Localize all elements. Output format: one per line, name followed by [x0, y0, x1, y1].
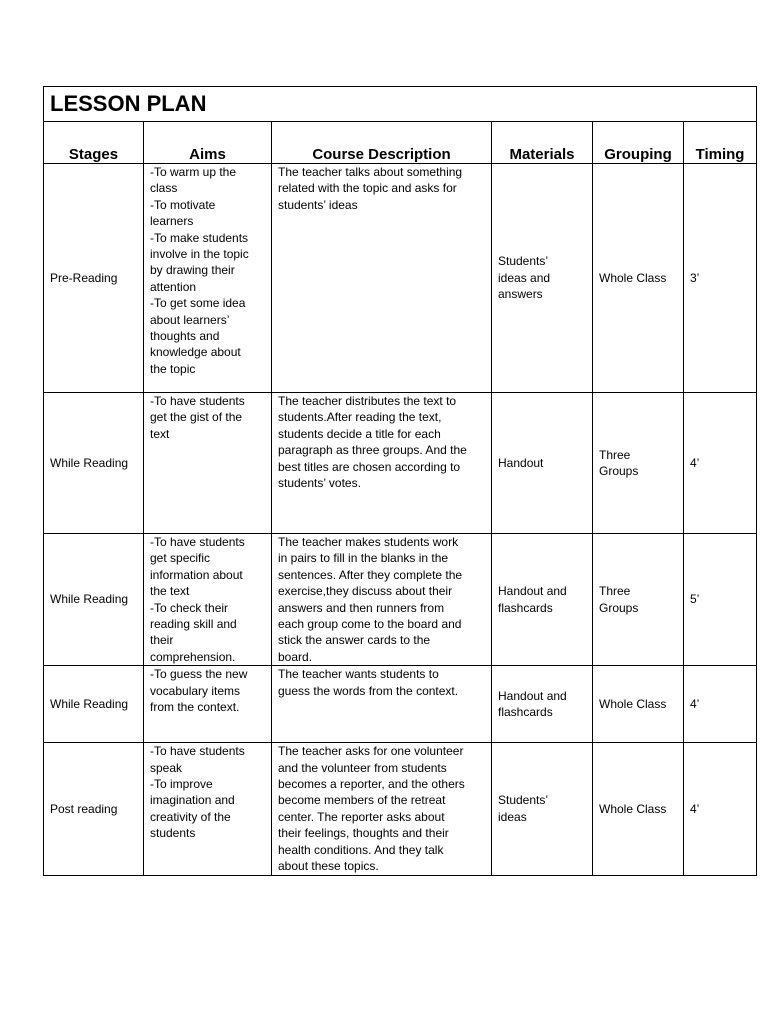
description-cell-line: about these topics. — [278, 859, 379, 874]
aims-cell — [144, 666, 272, 743]
materials-cell-line: Students’ — [498, 793, 549, 808]
description-cell-line: become members of the retreat — [278, 793, 446, 808]
header-grouping: Grouping — [593, 122, 684, 164]
stage-cell: While Reading — [44, 534, 144, 666]
aims-cell — [144, 534, 272, 666]
grouping-cell-line: Whole Class — [599, 697, 667, 712]
description-cell-line: board. — [278, 649, 313, 664]
header-row — [44, 122, 757, 164]
aims-cell-line: -To motivate — [150, 197, 216, 212]
aims-cell-line: -To have students — [150, 744, 245, 759]
description-cell-line: guess the words from the context. — [278, 683, 459, 698]
description-cell-line: sentences. After they complete the — [278, 567, 463, 582]
aims-cell-line: thoughts and — [150, 329, 220, 344]
description-cell-line: center. The reporter asks about — [278, 809, 445, 824]
grouping-cell-line: Groups — [599, 600, 639, 615]
table-row — [44, 743, 757, 875]
aims-cell-line: -To make students — [150, 230, 249, 245]
timing-cell: 4’ — [684, 393, 757, 534]
timing-cell: 5’ — [684, 534, 757, 666]
description-cell-line: students.After reading the text, — [278, 410, 442, 425]
aims-cell-line: get the gist of the — [150, 410, 243, 425]
aims-cell-line: knowledge about — [150, 345, 241, 360]
grouping-cell — [593, 743, 684, 875]
grouping-cell — [593, 534, 684, 666]
table-row — [44, 666, 757, 743]
lesson-plan-title: LESSON PLAN — [44, 87, 757, 122]
materials-cell-line: flashcards — [498, 600, 553, 615]
aims-cell-line: vocabulary items — [150, 683, 241, 698]
stage-cell: While Reading — [44, 666, 144, 743]
materials-cell-line: flashcards — [498, 705, 553, 720]
timing-cell: 4’ — [684, 743, 757, 875]
aims-cell-line: the topic — [150, 361, 196, 376]
materials-cell — [492, 393, 593, 534]
aims-cell-line: students — [150, 826, 196, 841]
aims-cell-line: by drawing their — [150, 263, 235, 278]
lesson-plan-sheet — [43, 86, 756, 872]
aims-cell-line: text — [150, 426, 170, 441]
aims-cell — [144, 743, 272, 875]
description-cell-line: their feelings, thoughts and their — [278, 826, 449, 841]
aims-cell-line: reading skill and — [150, 617, 237, 632]
description-cell-line: students’ votes. — [278, 476, 361, 491]
header-stages: Stages — [44, 122, 144, 164]
aims-cell-line: information about — [150, 567, 243, 582]
description-cell-line: The teacher wants students to — [278, 667, 439, 682]
aims-cell-line: their — [150, 633, 174, 648]
description-cell-line: each group come to the board and — [278, 617, 462, 632]
materials-cell — [492, 164, 593, 393]
grouping-cell-line: Whole Class — [599, 270, 667, 285]
header-aims: Aims — [144, 122, 272, 164]
aims-cell — [144, 393, 272, 534]
timing-cell: 3’ — [684, 164, 757, 393]
aims-cell-line: -To check their — [150, 600, 229, 615]
description-cell-line: students decide a title for each — [278, 426, 441, 441]
aims-cell-line: -To warm up the — [150, 165, 237, 179]
materials-cell-line: answers — [498, 287, 543, 302]
table-row — [44, 393, 757, 534]
aims-cell-line: creativity of the — [150, 809, 231, 824]
stage-cell: Pre-Reading — [44, 164, 144, 393]
header-timing: Timing — [684, 122, 757, 164]
grouping-cell — [593, 164, 684, 393]
description-cell-line: related with the topic and asks for — [278, 181, 457, 196]
description-cell-line: stick the answer cards to the — [278, 633, 431, 648]
description-cell-line: paragraph as three groups. And the — [278, 443, 467, 458]
materials-cell — [492, 534, 593, 666]
aims-cell-line: comprehension. — [150, 649, 236, 664]
title-row — [44, 87, 757, 122]
description-cell-line: The teacher talks about something — [278, 165, 463, 179]
header-materials: Materials — [492, 122, 593, 164]
description-cell-line: and the volunteer from students — [278, 760, 447, 775]
materials-cell — [492, 666, 593, 743]
aims-cell-line: about learners’ — [150, 312, 230, 327]
description-cell-line: The teacher makes students work — [278, 535, 459, 549]
header-course-description: Course Description — [272, 122, 492, 164]
aims-cell — [144, 164, 272, 393]
description-cell-line: health conditions. And they talk — [278, 842, 444, 857]
materials-cell-line: Students’ — [498, 254, 549, 269]
aims-cell-line: -To have students — [150, 535, 245, 549]
stage-cell: Post reading — [44, 743, 144, 875]
aims-cell-line: -To improve — [150, 777, 213, 792]
aims-cell-line: class — [150, 181, 178, 196]
grouping-cell — [593, 666, 684, 743]
table-row — [44, 534, 757, 666]
description-cell-line: students’ ideas — [278, 197, 358, 212]
timing-cell: 4’ — [684, 666, 757, 743]
aims-cell-line: get specific — [150, 551, 211, 566]
description-cell — [272, 666, 492, 743]
description-cell — [272, 743, 492, 875]
materials-cell-line: Handout and — [498, 688, 567, 703]
description-cell-line: The teacher asks for one volunteer — [278, 744, 464, 759]
aims-cell-line: attention — [150, 279, 197, 294]
description-cell-line: exercise,they discuss about their — [278, 584, 453, 599]
plan-body — [44, 164, 757, 876]
materials-cell-line: ideas — [498, 809, 527, 824]
stage-cell: While Reading — [44, 393, 144, 534]
aims-cell-line: from the context. — [150, 700, 240, 715]
materials-cell-line: ideas and — [498, 270, 551, 285]
description-cell-line: in pairs to fill in the blanks in the — [278, 551, 449, 566]
aims-cell-line: -To guess the new — [150, 667, 248, 682]
aims-cell-line: the text — [150, 584, 190, 599]
description-cell — [272, 393, 492, 534]
aims-cell-line: involve in the topic — [150, 247, 249, 262]
description-cell — [272, 534, 492, 666]
aims-cell-line: speak — [150, 760, 183, 775]
description-cell-line: The teacher distributes the text to — [278, 394, 457, 408]
table-row — [44, 164, 757, 393]
materials-cell-line: Handout and — [498, 584, 567, 599]
description-cell — [272, 164, 492, 393]
description-cell-line: best titles are chosen according to — [278, 459, 461, 474]
grouping-cell-line: Three — [599, 447, 631, 462]
materials-cell — [492, 743, 593, 875]
grouping-cell-line: Three — [599, 584, 631, 599]
aims-cell-line: -To have students — [150, 394, 245, 408]
aims-cell-line: learners — [150, 214, 194, 229]
materials-cell-line: Handout — [498, 455, 544, 470]
aims-cell-line: imagination and — [150, 793, 235, 808]
description-cell-line: answers and then runners from — [278, 600, 445, 615]
grouping-cell — [593, 393, 684, 534]
grouping-cell-line: Groups — [599, 464, 639, 478]
description-cell-line: becomes a reporter, and the others — [278, 777, 465, 792]
lesson-plan-table — [43, 86, 757, 876]
grouping-cell-line: Whole Class — [599, 801, 667, 816]
aims-cell-line: -To get some idea — [150, 296, 246, 311]
